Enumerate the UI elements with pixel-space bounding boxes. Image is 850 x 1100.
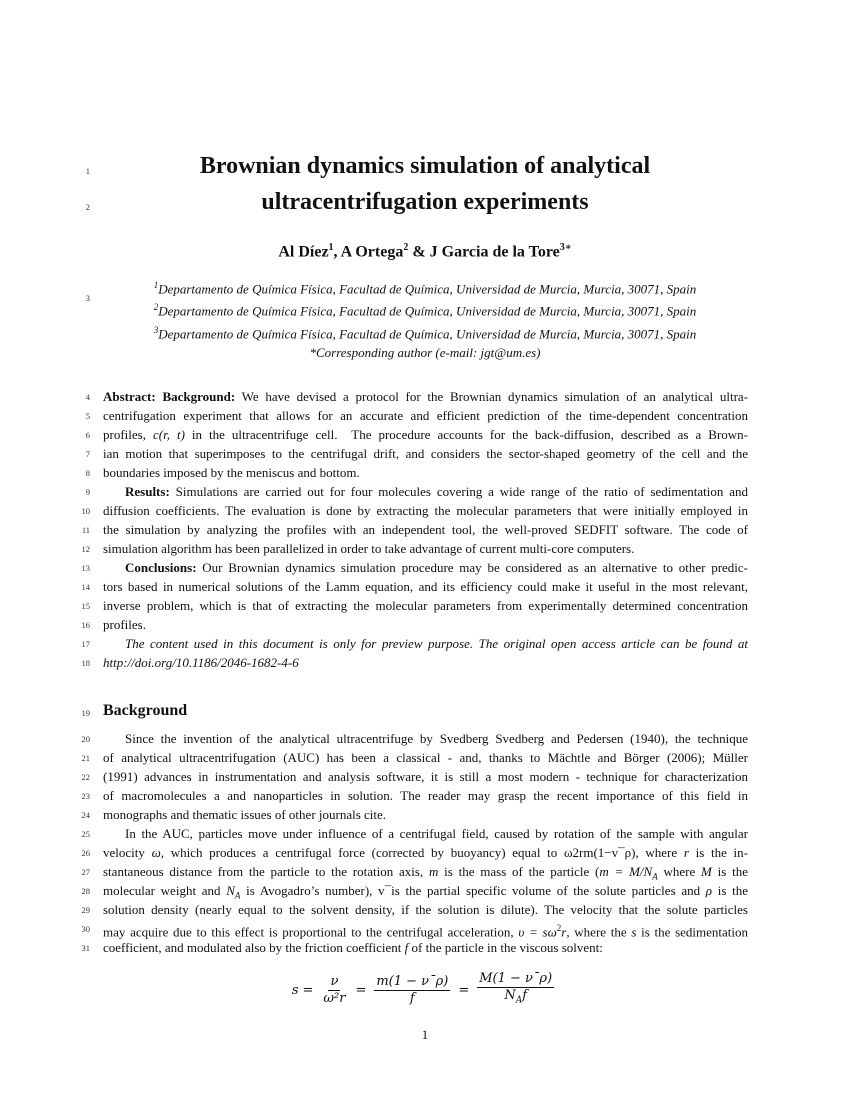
text: in the ultracentrifuge cell. The procedure accounts for the back-diffusion, described as a Brown- (184, 427, 748, 442)
line-number: 14 (81, 582, 90, 592)
text: We have devised a protocol for the Brownian dynamics simulation of an analytical ultra- (235, 389, 748, 404)
background-label: Background: (162, 389, 236, 404)
text: profiles, (103, 427, 153, 442)
math: N (504, 988, 516, 1004)
author-name: A Ortega (340, 243, 404, 261)
math: s (631, 924, 637, 940)
math: m = M/N (599, 864, 653, 879)
line-number: 20 (81, 734, 90, 744)
line-number: 17 (81, 639, 90, 649)
affiliation (0, 321, 850, 343)
page-number: 1 (421, 1027, 429, 1042)
abstract-line: boundaries imposed by the meniscus and bottom. (103, 465, 360, 480)
text: , which produces a centrifugal force (corrected by buoyancy) equal to (160, 845, 564, 860)
line-number: 26 (81, 848, 90, 858)
text: where (657, 864, 702, 879)
line-number: 21 (81, 753, 90, 763)
author-separator: , (333, 243, 341, 261)
body-line: monographs and thematic issues of other journals cite. (103, 807, 387, 822)
fraction-numerator: m(1 − ν¯ρ) (376, 973, 449, 989)
line-number: 23 (81, 791, 90, 801)
abstract-line: profiles. (103, 617, 146, 632)
author-name: J Garcia de la Tore (429, 243, 560, 261)
affiliations (0, 276, 850, 362)
abstract-line: the simulation by analyzing the profiles with an independent tool, the well-proved SEDFIT software. The code of (103, 522, 748, 537)
fraction (321, 974, 347, 1007)
fraction (477, 971, 554, 1009)
line-number: 30 (81, 924, 90, 934)
abstract-line: inverse problem, which is that of extracting the molecular parameters from experimentally determined concentration (103, 598, 748, 613)
corresponding-author: *Corresponding author (e-mail: jgt@um.es) (309, 344, 541, 360)
line-number: 5 (85, 411, 90, 421)
abstract-line: diffusion coefficients. The evaluation is done by extracting the molecular parameters that were initially employed in (103, 503, 748, 518)
math: ω2rm(1−v¯ρ) (563, 845, 636, 860)
affiliation-text: Departamento de Química Física, Facultad de Química, Universidad de Murcia, Murcia, 30071, Spain (158, 281, 697, 297)
abstract-line: simulation algorithm has been parallelized in order to take advantage of current multi-core computers. (103, 541, 635, 556)
fraction-denominator: ω²r (323, 990, 346, 1006)
text: may acquire due to this effect is proportional to the centrifugal acceleration, (103, 924, 519, 940)
text: , where (635, 845, 684, 860)
math-operator: = (302, 982, 314, 998)
abstract-line: ian motion that superimposes to the centrifugal drift, and considers the sector-shaped geometry of the cell and the (103, 446, 748, 461)
abstract-line: centrifugation experiment that allows for an accurate and efficient prediction of the time-dependent concentration (103, 408, 748, 423)
line-number: 13 (81, 563, 90, 573)
fraction-denominator: f (409, 990, 415, 1006)
math: M (701, 864, 712, 879)
math-subscript: A (515, 995, 523, 1006)
math-subscript: A (652, 871, 658, 882)
line-number: 1 (85, 166, 90, 176)
text: is the (712, 883, 748, 898)
line-number: 18 (81, 658, 90, 668)
line-number: 2 (85, 202, 90, 212)
body-line (103, 938, 748, 957)
affiliation-marker: 2 (153, 302, 159, 313)
math: ρ (705, 883, 713, 898)
body-line: of analytical ultracentrifugation (AUC) has been a classical - and, thanks to Mächtle and Börger (2006); Müller (103, 750, 748, 765)
line-number: 10 (81, 506, 90, 516)
section-heading-background: Background (103, 702, 188, 719)
fraction-numerator: M(1 − ν¯ρ) (479, 971, 553, 987)
text: is the sedimentation (636, 924, 749, 940)
line-number: 8 (85, 468, 90, 478)
doi-link[interactable]: http://doi.org/10.1186/2046-1682-4-6 (103, 655, 299, 670)
body-line: solution density (nearly equal to the solvent density, if the solution is dilute). The velocity that the solute particles (103, 902, 748, 917)
abstract-line (103, 425, 748, 444)
text: is Avogadro’s number), v¯is the partial specific volume of the solute particles and (240, 883, 706, 898)
line-number: 12 (81, 544, 90, 554)
math: f (404, 940, 409, 955)
math: ω (151, 845, 161, 860)
math: m (428, 864, 439, 879)
text: is the mass of the particle ( (438, 864, 600, 879)
math-operator: = (458, 982, 470, 998)
math: c(r, t) (152, 427, 185, 442)
text: Our Brownian dynamics simulation procedure may be considered as an alternative to other predic- (196, 560, 748, 575)
body-line: Since the invention of the analytical ultracentrifuge by Svedberg Svedberg and Pedersen (1940), the technique (125, 731, 748, 746)
body-line: In the AUC, particles move under influence of a centrifugal field, caused by rotation of the sample with angular (125, 826, 748, 841)
line-number: 7 (85, 449, 90, 459)
abstract-line (103, 558, 748, 577)
text: molecular weight and (103, 883, 227, 898)
line-number: 9 (85, 487, 90, 497)
line-number: 6 (85, 430, 90, 440)
body-line (103, 843, 748, 862)
text: Simulations are carried out for four molecules covering a wide range of the ratio of sedimentation and (169, 484, 748, 499)
line-number: 28 (81, 886, 90, 896)
line-number: 22 (81, 772, 90, 782)
author-name: Al Díez (278, 243, 329, 261)
line-number: 15 (81, 601, 90, 611)
math: N (226, 883, 235, 898)
line-number: 29 (81, 905, 90, 915)
affiliation-marker: 3 (153, 324, 159, 335)
affiliation-text: Departamento de Química Física, Facultad de Química, Universidad de Murcia, Murcia, 30071, Spain (158, 325, 697, 341)
abstract-line (103, 387, 748, 406)
line-number: 4 (85, 392, 90, 402)
sedimentation-equation (0, 970, 850, 1010)
fraction-denominator (502, 988, 529, 1009)
math: s (291, 982, 299, 998)
body-line: of macromolecules a and nanoparticles in solution. The reader may grasp the recent importance of this field in (103, 788, 748, 803)
line-number: 24 (81, 810, 90, 820)
line-number: 19 (81, 708, 90, 718)
results-label: Results: (125, 484, 170, 499)
affiliation-marker: 1 (328, 242, 334, 253)
math: υ = sω (518, 924, 557, 940)
abstract-label: Abstract: (103, 389, 156, 404)
affiliation (0, 276, 850, 298)
line-number: 11 (81, 525, 90, 535)
math: r (683, 845, 689, 860)
affiliation-text: Departamento de Química Física, Facultad de Química, Universidad de Murcia, Murcia, 30071, Spain (158, 303, 697, 319)
author-list (0, 238, 850, 262)
affiliation-marker: 3∗ (559, 242, 572, 253)
preview-notice: The content used in this document is only for preview purpose. The original open access article can be found at (125, 636, 748, 651)
abstract-line: tors based in numerical solutions of the Lamm equation, and its efficiency could make it useful in the most relevant, (103, 579, 748, 594)
fraction (374, 974, 450, 1007)
line-number: 3 (85, 293, 90, 303)
affiliation-marker: 1 (153, 280, 159, 290)
math-superscript: 2 (556, 923, 562, 933)
text: of the particle in the viscous solvent: (408, 940, 603, 955)
paper-title-line-2: ultracentrifugation experiments (261, 189, 589, 215)
affiliation (0, 298, 850, 320)
line-number: 25 (81, 829, 90, 839)
conclusions-label: Conclusions: (125, 560, 197, 575)
math: f (522, 988, 528, 1004)
abstract-line (103, 482, 748, 501)
text: coefficient, and modulated also by the friction coefficient (103, 940, 405, 955)
text: , where the (566, 924, 632, 940)
line-number: 16 (81, 620, 90, 630)
author-separator: & (408, 243, 430, 261)
paper-title-line-1: Brownian dynamics simulation of analytical (199, 153, 651, 179)
body-line: (1991) advances in instrumentation and analysis software, it is still a most modern - technique for characterization (103, 769, 748, 784)
text: stantaneous distance from the particle to the rotation axis, (103, 864, 429, 879)
math: r (561, 924, 567, 940)
text: is the (711, 864, 748, 879)
affiliation-marker: 2 (403, 242, 409, 253)
math-subscript: A (234, 890, 241, 901)
fraction-numerator: ν (330, 973, 339, 989)
math-operator: = (355, 982, 367, 998)
text: is the in- (688, 845, 748, 860)
line-number: 27 (81, 867, 90, 877)
line-number: 31 (81, 943, 90, 953)
text: velocity (103, 845, 152, 860)
